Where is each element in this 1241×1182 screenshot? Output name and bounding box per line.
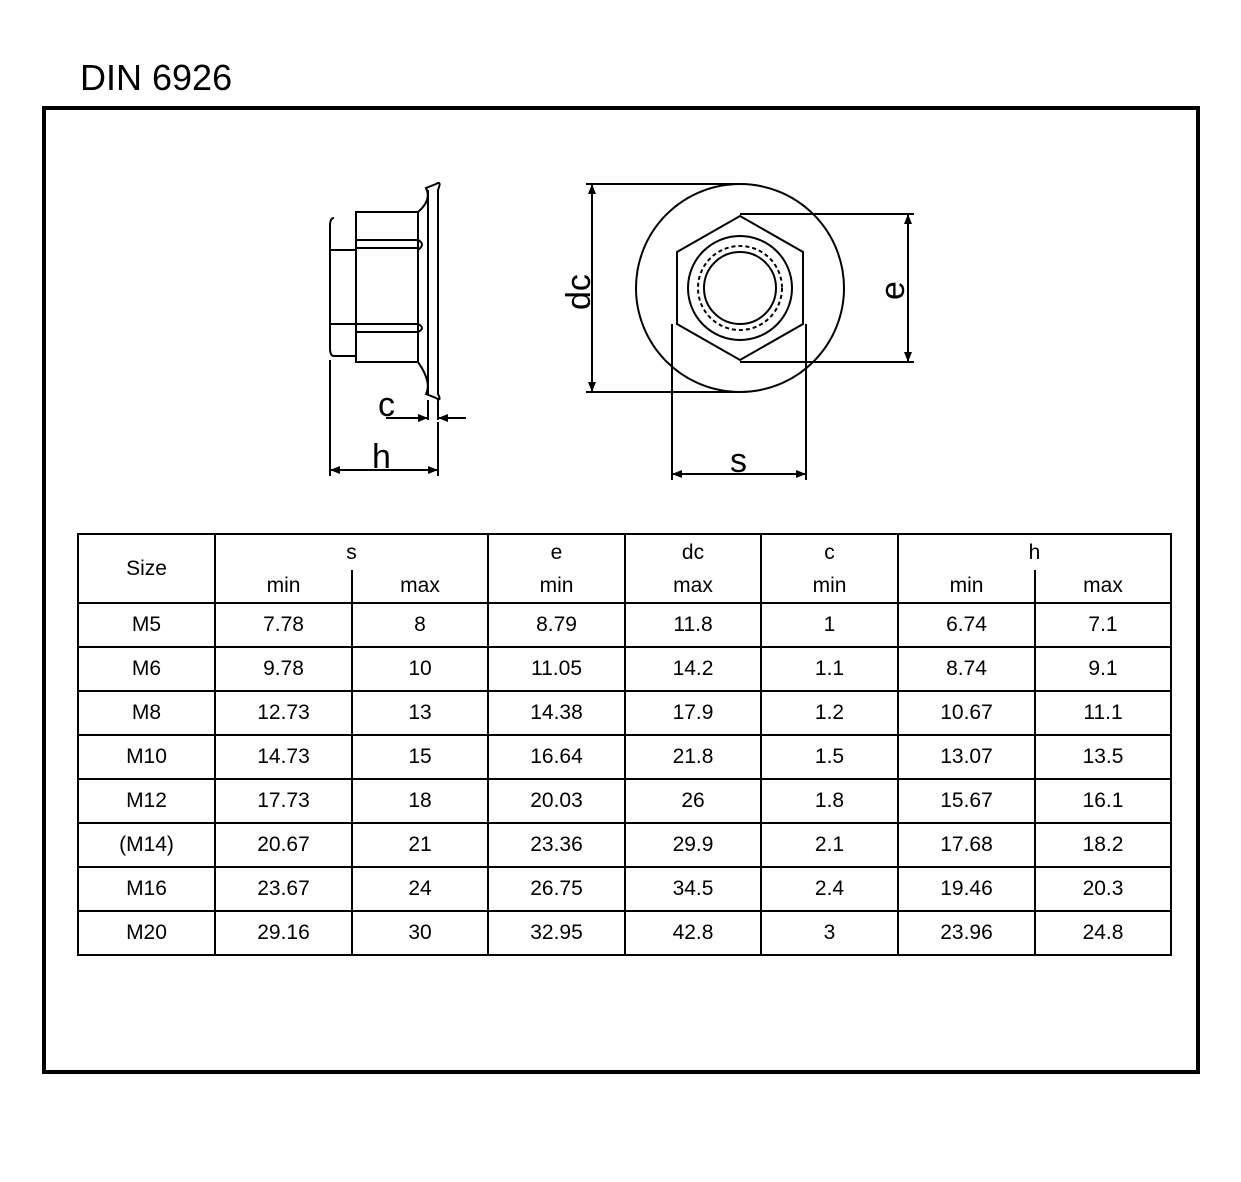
cell-s-min: 20.67 — [215, 823, 352, 867]
table-row — [78, 823, 1171, 867]
table-row — [78, 735, 1171, 779]
drawing-frame — [42, 106, 1200, 1074]
cell-h-min: 19.46 — [898, 867, 1035, 911]
cell-s-max: 15 — [352, 735, 488, 779]
cell-dc-max: 11.8 — [625, 603, 761, 647]
page-title: DIN 6926 — [80, 57, 233, 98]
cell-c-min: 1.5 — [761, 735, 898, 779]
size-header: Size — [78, 534, 215, 603]
cell-c-min: 2.4 — [761, 867, 898, 911]
cell-h-min: 23.96 — [898, 911, 1035, 955]
cell-c-min: 1.8 — [761, 779, 898, 823]
cell-c-min: 3 — [761, 911, 898, 955]
cell-dc-max: 34.5 — [625, 867, 761, 911]
cell-s-max: 8 — [352, 603, 488, 647]
table-row — [78, 779, 1171, 823]
cell-c-min: 1.1 — [761, 647, 898, 691]
s-min-header: min — [215, 570, 352, 603]
cell-h-min: 8.74 — [898, 647, 1035, 691]
cell-size: M8 — [78, 691, 215, 735]
cell-s-max: 21 — [352, 823, 488, 867]
cell-e-min: 16.64 — [488, 735, 625, 779]
cell-s-min: 12.73 — [215, 691, 352, 735]
table-row — [78, 691, 1171, 735]
cell-h-max: 13.5 — [1035, 735, 1171, 779]
cell-s-max: 30 — [352, 911, 488, 955]
spec-table — [77, 533, 1172, 956]
cell-dc-max: 17.9 — [625, 691, 761, 735]
cell-e-min: 26.75 — [488, 867, 625, 911]
table-row — [78, 867, 1171, 911]
cell-h-max: 24.8 — [1035, 911, 1171, 955]
technical-drawing — [46, 110, 1196, 530]
cell-s-min: 9.78 — [215, 647, 352, 691]
cell-s-min: 17.73 — [215, 779, 352, 823]
cell-h-max: 11.1 — [1035, 691, 1171, 735]
c-min-header: min — [761, 570, 898, 603]
cell-c-min: 2.1 — [761, 823, 898, 867]
table-row — [78, 911, 1171, 955]
s-header: s — [215, 534, 488, 570]
label-dc: dc — [560, 274, 598, 310]
cell-h-min: 17.68 — [898, 823, 1035, 867]
cell-size: (M14) — [78, 823, 215, 867]
cell-e-min: 14.38 — [488, 691, 625, 735]
cell-h-min: 6.74 — [898, 603, 1035, 647]
cell-h-max: 18.2 — [1035, 823, 1171, 867]
c-header: c — [761, 534, 898, 570]
e-min-header: min — [488, 570, 625, 603]
cell-s-min: 14.73 — [215, 735, 352, 779]
cell-dc-max: 21.8 — [625, 735, 761, 779]
cell-s-min: 29.16 — [215, 911, 352, 955]
header-row-sub — [78, 570, 1171, 603]
cell-size: M20 — [78, 911, 215, 955]
e-header: e — [488, 534, 625, 570]
h-header: h — [898, 534, 1171, 570]
cell-e-min: 20.03 — [488, 779, 625, 823]
cell-s-min: 7.78 — [215, 603, 352, 647]
cell-size: M10 — [78, 735, 215, 779]
top-view — [586, 184, 914, 480]
cell-size: M16 — [78, 867, 215, 911]
cell-s-max: 18 — [352, 779, 488, 823]
dc-header: dc — [625, 534, 761, 570]
cell-e-min: 23.36 — [488, 823, 625, 867]
label-c: c — [378, 386, 395, 424]
header-row-groups — [78, 534, 1171, 570]
cell-c-min: 1.2 — [761, 691, 898, 735]
label-e: e — [874, 281, 912, 300]
cell-s-max: 13 — [352, 691, 488, 735]
cell-dc-max: 26 — [625, 779, 761, 823]
h-max-header: max — [1035, 570, 1171, 603]
cell-size: M6 — [78, 647, 215, 691]
cell-h-min: 13.07 — [898, 735, 1035, 779]
cell-h-max: 7.1 — [1035, 603, 1171, 647]
dc-max-header: max — [625, 570, 761, 603]
cell-e-min: 32.95 — [488, 911, 625, 955]
cell-s-max: 24 — [352, 867, 488, 911]
cell-h-max: 20.3 — [1035, 867, 1171, 911]
cell-h-min: 10.67 — [898, 691, 1035, 735]
cell-dc-max: 14.2 — [625, 647, 761, 691]
cell-h-min: 15.67 — [898, 779, 1035, 823]
cell-size: M12 — [78, 779, 215, 823]
cell-s-min: 23.67 — [215, 867, 352, 911]
cell-dc-max: 42.8 — [625, 911, 761, 955]
cell-e-min: 8.79 — [488, 603, 625, 647]
label-s: s — [730, 442, 747, 480]
cell-c-min: 1 — [761, 603, 898, 647]
label-h: h — [372, 438, 391, 476]
cell-e-min: 11.05 — [488, 647, 625, 691]
cell-s-max: 10 — [352, 647, 488, 691]
side-view — [330, 183, 466, 476]
cell-h-max: 16.1 — [1035, 779, 1171, 823]
h-min-header: min — [898, 570, 1035, 603]
s-max-header: max — [352, 570, 488, 603]
cell-size: M5 — [78, 603, 215, 647]
cell-dc-max: 29.9 — [625, 823, 761, 867]
table-row — [78, 647, 1171, 691]
table-row — [78, 603, 1171, 647]
cell-h-max: 9.1 — [1035, 647, 1171, 691]
